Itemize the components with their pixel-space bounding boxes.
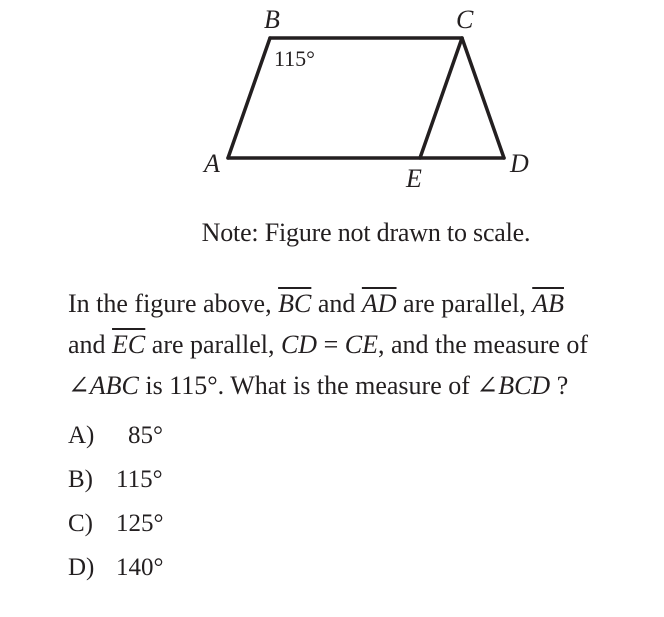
choice-value: 140°	[116, 554, 164, 581]
choice-letter: D)	[68, 554, 95, 581]
point-label-c: C	[456, 5, 474, 34]
choice-d[interactable]	[68, 546, 164, 590]
answer-choices	[68, 414, 164, 590]
question-line-3: ∠ABC is 115°. What is the measure of ∠BCD ?	[68, 371, 569, 400]
choice-value: 115°	[116, 466, 163, 493]
figure-note: Note: Figure not drawn to scale.	[201, 218, 531, 247]
segment-cd-label: CD	[280, 330, 318, 359]
point-label-b: B	[264, 5, 280, 34]
choice-letter: B)	[68, 466, 93, 493]
segment-ec	[420, 38, 462, 158]
angle-symbol: ∠	[68, 371, 90, 400]
question-line-1: In the figure above, $\overline{BC}$ and $\overline{AD}$ are parallel, $\overline{AB}$	[68, 289, 564, 318]
segment-ab	[228, 38, 270, 158]
segment-ce-label: CE	[344, 330, 378, 359]
choice-letter: A)	[68, 422, 95, 449]
choice-letter: C)	[68, 510, 93, 537]
choice-value: 85°	[128, 422, 163, 449]
segment-ad-label: $\overline{AD}$	[361, 289, 397, 318]
question-text	[68, 283, 648, 406]
point-label-a: A	[204, 149, 220, 178]
point-label-d: D	[510, 149, 529, 178]
segment-ec-label: $\overline{EC}$	[112, 330, 146, 359]
choice-a[interactable]	[68, 414, 164, 458]
question-line-2: and $\overline{EC}$ are parallel, CD = CE, and the measure of	[68, 330, 589, 359]
geometry-figure	[0, 0, 664, 200]
point-label-e: E	[406, 164, 422, 193]
choice-value: 125°	[116, 510, 164, 537]
segment-cd	[462, 38, 504, 158]
segment-ab-label: $\overline{AB}$	[532, 289, 564, 318]
angle-bcd-label: BCD	[498, 371, 551, 400]
choice-b[interactable]	[68, 458, 164, 502]
angle-symbol: ∠	[476, 371, 499, 400]
choice-c[interactable]	[68, 502, 164, 546]
segment-bc-label: $\overline{BC}$	[278, 289, 312, 318]
angle-label-b: 115°	[274, 46, 315, 71]
angle-abc-label: ABC	[89, 371, 139, 400]
